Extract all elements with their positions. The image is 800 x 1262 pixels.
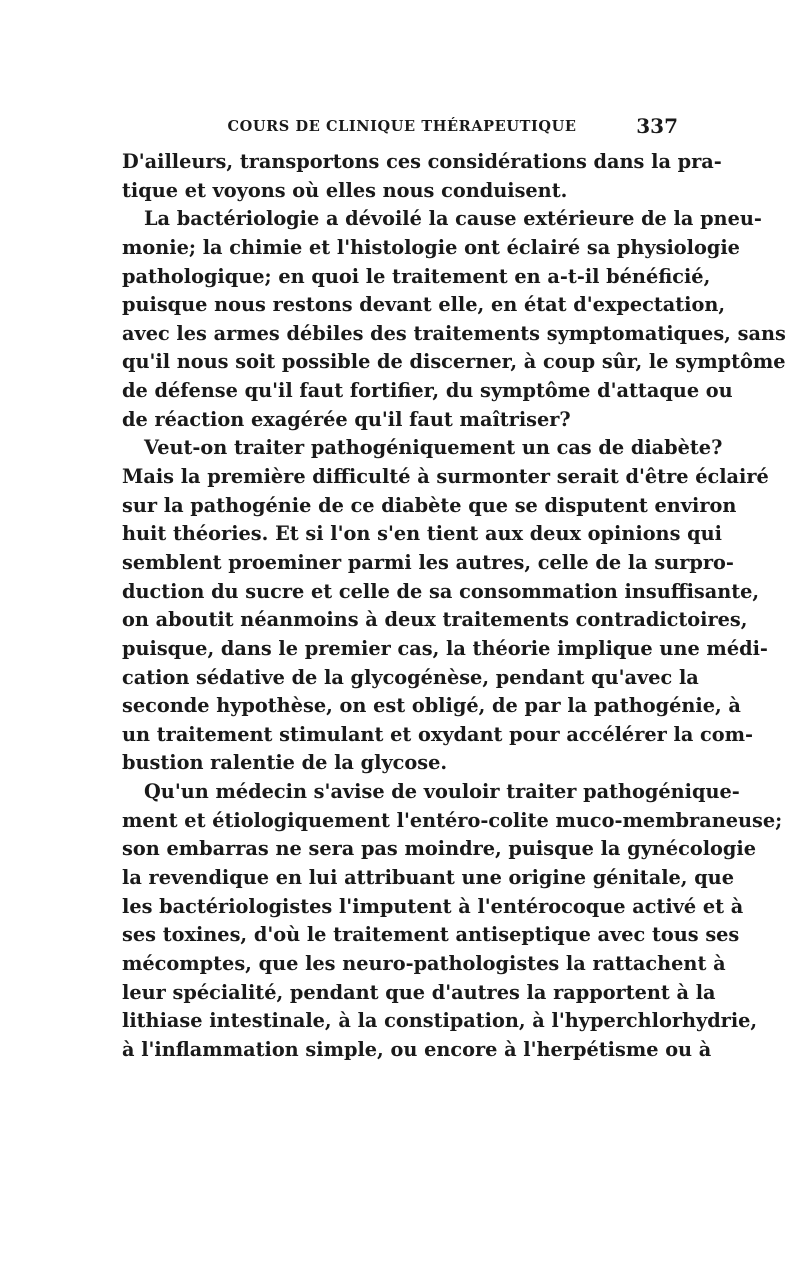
text-line: mécomptes, que les neuro-pathologistes la rattachent à xyxy=(122,951,726,975)
text-line: Mais la première difficulté à surmonter serait d'être éclairé xyxy=(122,465,769,489)
text-line: ses toxines, d'où le traitement antiseptique avec tous ses xyxy=(122,923,740,947)
text-line: lithiase intestinale, à la constipation, à l'hyperchlorhydrie, xyxy=(122,1009,758,1033)
text-line: puisque, dans le premier cas, la théorie implique une médi- xyxy=(122,636,768,660)
text-line: seconde hypothèse, on est obligé, de par la pathogénie, à xyxy=(122,694,741,718)
paragraph-first-line: La bactériologie a dévoilé la cause extérieure de la pneu- xyxy=(144,207,762,231)
text-line: un traitement stimulant et oxydant pour accélérer la com- xyxy=(122,722,754,746)
text-line: duction du sucre et celle de sa consommation insuffisante, xyxy=(122,579,760,603)
text-line: pathologique; en quoi le traitement en a-t-il bénéficié, xyxy=(122,264,711,288)
text-line: qu'il nous soit possible de discerner, à coup sûr, le symptôme xyxy=(122,350,786,374)
text-line: la revendique en lui attribuant une origine génitale, que xyxy=(122,866,734,890)
text-line: D'ailleurs, transportons ces considérations dans la pra- xyxy=(122,150,722,173)
text-line: sur la pathogénie de ce diabète que se disputent environ xyxy=(122,493,737,517)
running-title: COURS DE CLINIQUE THÉRAPEUTIQUE xyxy=(227,118,577,135)
text-line: bustion ralentie de la glycose. xyxy=(122,751,448,775)
page-number: 337 xyxy=(636,114,678,138)
text-line: à l'inflammation simple, ou encore à l'herpétisme ou à xyxy=(122,1037,712,1061)
text-line: tique et voyons où elles nous conduisent. xyxy=(122,178,568,202)
text-line: son embarras ne sera pas moindre, puisque la gynécologie xyxy=(122,837,756,861)
text-line: ment et étiologiquement l'entéro-colite muco-membraneuse; xyxy=(122,808,783,832)
text-line: les bactériologistes l'imputent à l'entérocoque activé et à xyxy=(122,894,744,918)
text-line: on aboutit néanmoins à deux traitements contradictoires, xyxy=(122,608,748,632)
text-line: de réaction exagérée qu'il faut maîtriser? xyxy=(122,407,571,431)
text-line: monie; la chimie et l'histologie ont éclairé sa physiologie xyxy=(122,235,740,259)
text-line: cation sédative de la glycogénèse, pendant qu'avec la xyxy=(122,665,699,689)
text-line: semblent proeminer parmi les autres, celle de la surpro- xyxy=(122,550,734,574)
text-line: huit théories. Et si l'on s'en tient aux deux opinions qui xyxy=(122,522,722,546)
body-text xyxy=(122,148,786,1065)
paragraph-first-line: Veut-on traiter pathogéniquement un cas de diabète? xyxy=(144,436,723,460)
text-line: avec les armes débiles des traitements symptomatiques, sans xyxy=(122,321,786,345)
running-head xyxy=(122,114,682,140)
text-line: leur spécialité, pendant que d'autres la rapportent à la xyxy=(122,980,716,1004)
text-line: puisque nous restons devant elle, en état d'expectation, xyxy=(122,293,726,317)
text-line: de défense qu'il faut fortifier, du symptôme d'attaque ou xyxy=(122,379,733,403)
paragraph-first-line: Qu'un médecin s'avise de vouloir traiter pathogénique- xyxy=(144,780,740,804)
